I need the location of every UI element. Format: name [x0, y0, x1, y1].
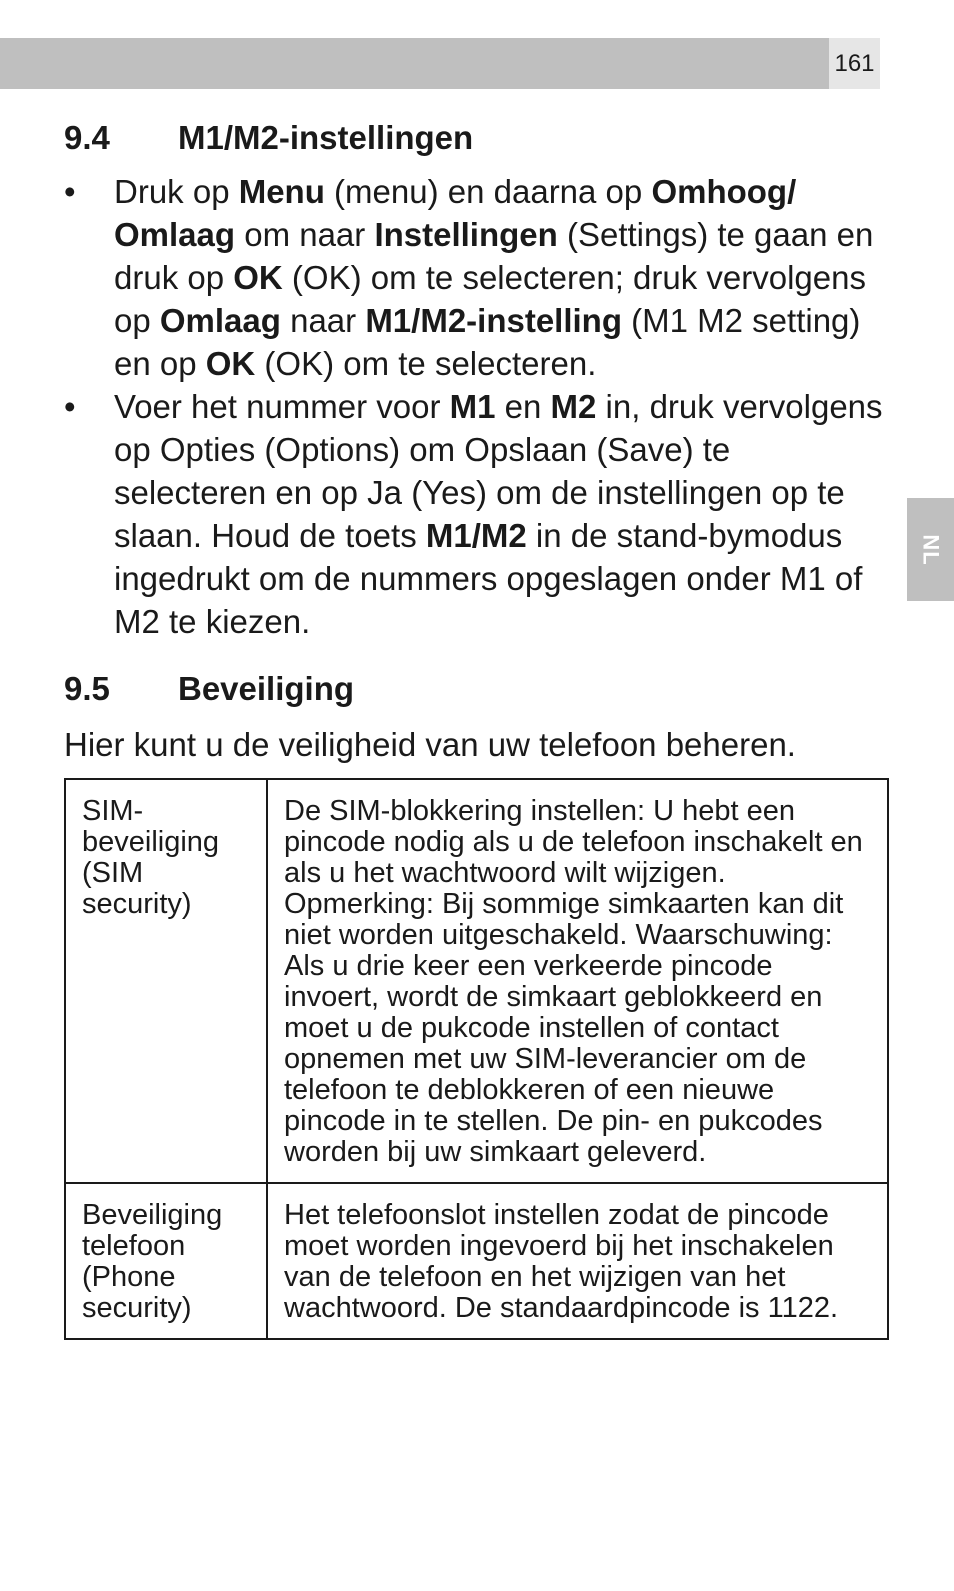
text-run: (OK) om te selecteren; druk vervolgens op — [114, 259, 866, 339]
page-content — [64, 116, 889, 1340]
page-number — [829, 38, 880, 89]
bold-term: Omlaag — [159, 302, 281, 339]
text-run: om naar — [235, 216, 375, 253]
text-run: (OK) om te selecteren. — [255, 345, 597, 382]
table-cell-description: Het telefoonslot instellen zodat de pincode moet worden ingevoerd bij het inschakelen van de telefoon en het wijzigen van het wachtwoord. De standaardpincode is 1122. — [267, 1183, 888, 1339]
bold-term: Instellingen — [374, 216, 558, 253]
bold-term: OK — [205, 345, 256, 382]
bold-term: M2 — [550, 388, 597, 425]
language-tab-label: NL — [918, 533, 944, 566]
section-title: Beveiliging — [178, 670, 355, 707]
bullet-text — [114, 388, 883, 640]
text-run: in, druk vervolgens op Opties (Options) om Opslaan (Save) te selecteren en op Ja (Yes) om de instellingen op te slaan. Houd de toets — [114, 388, 883, 554]
text-run: (M1 M2 setting) en op — [114, 302, 861, 382]
table-cell-setting: SIM-beveiliging (SIM security) — [65, 779, 267, 1183]
security-table — [64, 778, 889, 1340]
bullet-text — [114, 173, 873, 382]
section-intro: Hier kunt u de veiligheid van uw telefoon beheren. — [64, 726, 796, 763]
text-run: in de stand-bymodus ingedrukt om de nummers opgeslagen onder M1 of M2 te kiezen. — [114, 517, 863, 640]
bold-term: OK — [233, 259, 283, 296]
text-run: en — [495, 388, 551, 425]
section-number: 9.5 — [64, 670, 110, 707]
bullet-list — [64, 170, 889, 643]
text-run: (Settings) te gaan en druk op — [114, 216, 874, 296]
bullet-icon: • — [64, 173, 76, 210]
bold-term: Omhoog/ Omlaag — [114, 173, 797, 253]
bold-term: M1 — [449, 388, 496, 425]
section-heading-9-5 — [64, 667, 889, 711]
bold-term: Menu — [238, 173, 325, 210]
section-title: M1/M2-instellingen — [178, 119, 474, 156]
table-row — [65, 779, 888, 1183]
section-heading-9-4 — [64, 116, 889, 160]
text-run: Voer het nummer voor — [114, 388, 450, 425]
page-number-text: 161 — [834, 49, 875, 77]
text-run: naar — [280, 302, 366, 339]
header-bar — [0, 38, 829, 89]
bold-term: M1/M2 — [425, 517, 527, 554]
table-cell-setting: Beveiliging telefoon (Phone security) — [65, 1183, 267, 1339]
table-row — [65, 1183, 888, 1339]
table-cell-description: De SIM-blokkering instellen: U hebt een pincode nodig als u de telefoon inschakelt en als u het wachtwoord wilt wijzigen. Opmerking: Bij sommige simkaarten kan dit niet worden uitgeschakeld. Waarschuwing: Als u drie keer een verkeerde pincode invoert, wordt de simkaart geblokkeerd en moet u de pukcode instellen of contact opnemen met uw SIM-leverancier om de telefoon te deblokkeren of een nieuwe pincode in te stellen. De pin- en pukcodes worden bij uw simkaart geleverd. — [267, 779, 888, 1183]
bullet-item — [64, 385, 889, 643]
language-tab — [907, 498, 954, 601]
text-run: (menu) en daarna op — [324, 173, 652, 210]
bullet-icon: • — [64, 388, 76, 425]
bullet-item — [64, 170, 889, 385]
section-number: 9.4 — [64, 119, 110, 156]
bold-term: M1/M2-instelling — [365, 302, 622, 339]
text-run: Druk op — [114, 173, 239, 210]
